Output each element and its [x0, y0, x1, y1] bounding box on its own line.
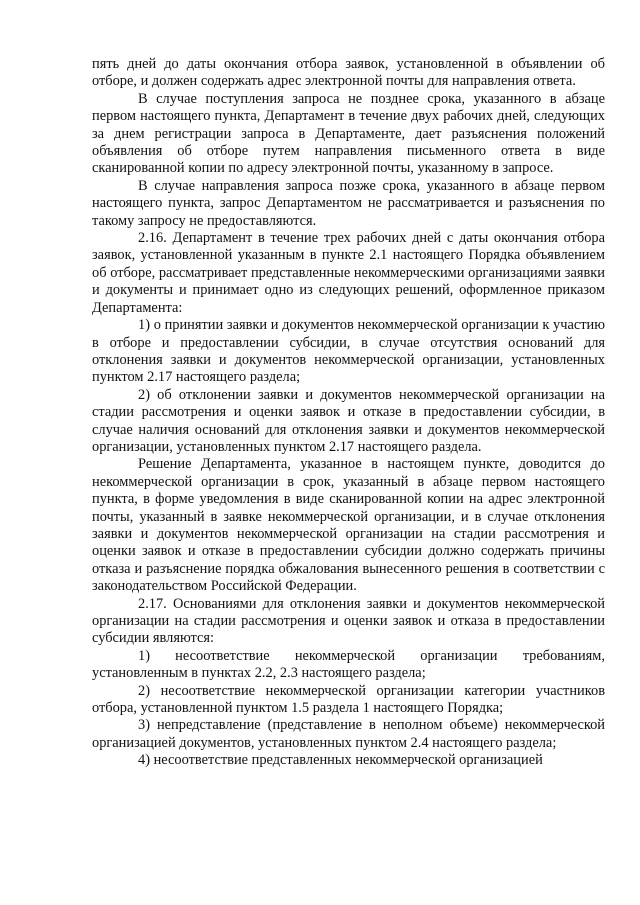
paragraph-6: 2) об отклонении заявки и документов некоммерческой организации на стадии рассмотрения и оценки заявок и отказе в предоставлении субсидии, в случае наличия оснований для отклонения заявки и документов некоммерческой организации, установленных пунктом 2.17 настоящего раздела.: [92, 386, 605, 455]
paragraph-7: Решение Департамента, указанное в настоящем пункте, доводится до некоммерческой организации в срок, указанный в абзаце первом настоящего пункта, в форме уведомления в виде сканированной копии на адрес электронной почты, указанный в заявке некоммерческой организации, и в случае отклонения заявки и документов некоммерческой организации на стадии рассмотрения и оценки заявок и отказе в предоставлении субсидии должно содержать причины отказа и разъяснение порядка обжалования вынесенного решения в соответствии с законодательством Российской Федерации.: [92, 456, 605, 595]
paragraph-5: 1) о принятии заявки и документов некоммерческой организации к участию в отборе и предоставлении субсидии, в случае отсутствия оснований для отклонения заявки и документов некоммерческой организации, установленных пунктом 2.17 настоящего раздела;: [92, 317, 605, 386]
paragraph-3: В случае направления запроса позже срока, указанного в абзаце первом настоящего пункта, запрос Департаментом не рассматривается и разъяснения по такому запросу не предоставляются.: [92, 177, 605, 229]
paragraph-8: 2.17. Основаниями для отклонения заявки и документов некоммерческой организации на стадии рассмотрения и оценки заявок и отказа в предоставлении субсидии являются:: [92, 595, 605, 647]
document-body: [92, 56, 605, 770]
paragraph-12: 4) несоответствие представленных некоммерческой организацией: [138, 752, 543, 769]
paragraph-2: В случае поступления запроса не позднее срока, указанного в абзаце первом настоящего пункта, Департамент в течение двух рабочих дней, следующих за днем регистрации запроса в Департаменте, дает разъяснения положений объявления об отборе путем направления письменного ответа в виде сканированной копии по адресу электронной почты, указанному в запросе.: [92, 90, 605, 177]
paragraph-10: 2) несоответствие некоммерческой организации категории участников отбора, установленной пунктом 1.5 раздела 1 настоящего Порядка;: [92, 682, 605, 717]
paragraph-9: 1) несоответствие некоммерческой организации требованиям, установленным в пунктах 2.2, 2.3 настоящего раздела;: [92, 647, 605, 682]
paragraph-1: пять дней до даты окончания отбора заявок, установленной в объявлении об отборе, и должен содержать адрес электронной почты для направления ответа.: [92, 56, 605, 90]
paragraph-11: 3) непредставление (представление в неполном объеме) некоммерческой организацией документов, установленных пунктом 2.4 настоящего раздела;: [92, 717, 605, 751]
paragraph-4: 2.16. Департамент в течение трех рабочих дней с даты окончания отбора заявок, установленной указанным в пункте 2.1 настоящего Порядка объявлением об отборе, рассматривает представленные некоммерческими организациями заявки и документы и принимает одно из следующих решений, оформленное приказом Департамента:: [92, 230, 605, 316]
